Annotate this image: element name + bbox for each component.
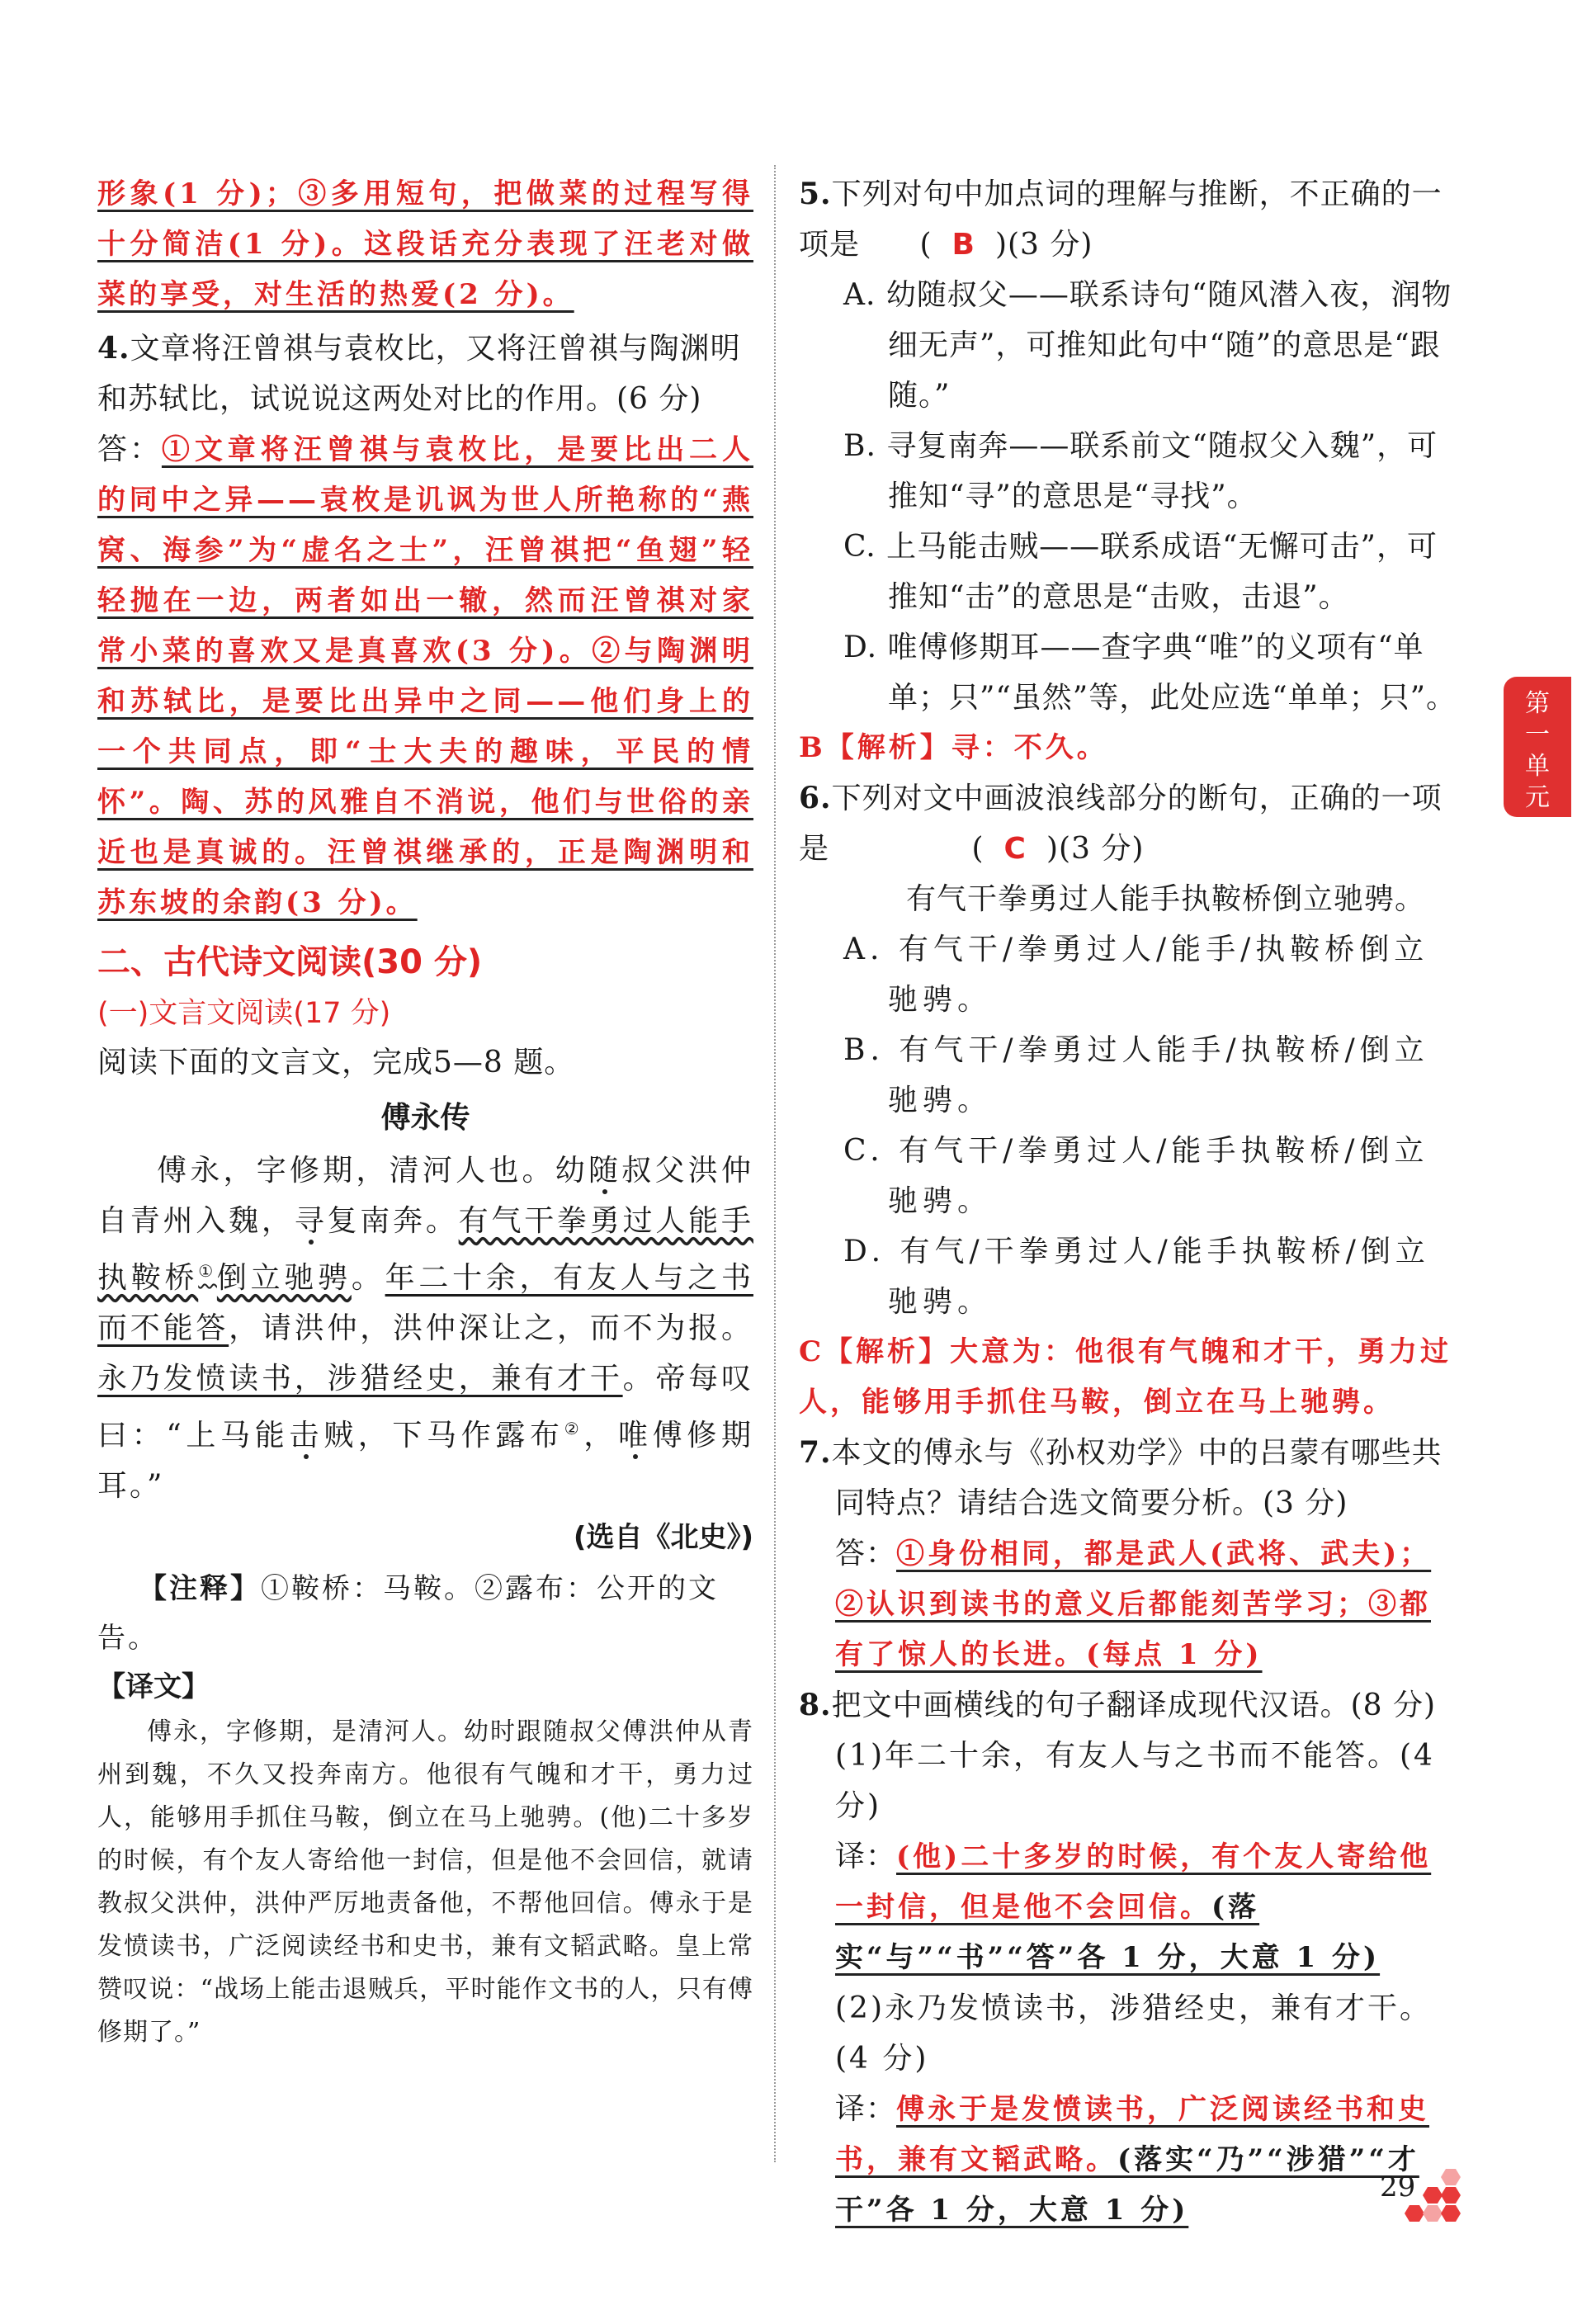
passage-part-3: 复南奔。	[327, 1204, 459, 1238]
q8-sub1-scoring: (落实“与”“书”“答”各 1 分，大意 1 分)	[835, 1891, 1381, 1974]
q4-text: 文章将汪曾祺与袁枚比，又将汪曾祺与陶渊明和苏轼比，试说说这两处对比的作用。(6 分)	[97, 332, 741, 416]
dotted-word-xun: 寻	[294, 1204, 328, 1238]
q5-answer: B	[951, 228, 975, 262]
q6-explanation: C【解析】大意为：他很有气魄和才干，勇力过人，能够用手抓住马鞍，倒立在马上驰骋。	[799, 1335, 1452, 1419]
q6-option-d: D. 有气/干拳勇过人/能手执鞍桥/倒立驰骋。	[843, 1235, 1430, 1319]
passage-part-2: 叔父洪仲自青州入魏，	[97, 1154, 753, 1238]
q5-number: 5.	[799, 177, 832, 211]
q8-sub1-answer-text: (他)二十多岁的时候，有个友人寄给他一封信，但是他不会回信。	[835, 1840, 1432, 1924]
dotted-word-wei: 唯	[617, 1419, 653, 1452]
annotation	[97, 1564, 753, 1663]
q8-sub2-answer	[799, 2084, 1459, 2236]
passage-part-6: 。帝每叹曰：“上马能	[97, 1362, 753, 1452]
unit-side-tab	[1504, 677, 1571, 817]
q7-question	[799, 1428, 1459, 1528]
q7-text: 本文的傅永与《孙权劝学》中的吕蒙有哪些共同特点？请结合选文简要分析。(3 分)	[831, 1436, 1443, 1520]
passage-part-4: 。	[351, 1261, 385, 1295]
subsection-title: (一)文言文阅读(17 分)	[97, 997, 391, 1030]
page-number: 29	[1380, 2170, 1416, 2204]
q6-option-b: B. 有气干/拳勇过人能手/执鞍桥/倒立驰骋。	[843, 1033, 1429, 1117]
underlined-sentence-2: 永乃发愤读书，涉猎经史，兼有才干	[97, 1362, 623, 1396]
unit-side-tab-label: 第一单元	[1525, 689, 1550, 812]
q8-sub1-answer	[799, 1831, 1459, 1983]
q6-answer: C	[1003, 832, 1027, 866]
passage-part-9: 傅修期耳。”	[97, 1419, 753, 1503]
q5-question: 5.下列对句中加点词的理解与推断，不正确的一项是 ( B )(3 分)	[799, 177, 1443, 262]
q5-text: 下列对句中加点词的理解与推断，不正确的一项是	[799, 177, 1443, 262]
column-divider	[774, 165, 776, 2162]
passage-part-5: ，请洪仲，洪仲深让之，而不为报。	[229, 1311, 753, 1345]
dotted-word-ji: 击	[289, 1419, 324, 1452]
q7-answer-label: 答：	[835, 1537, 897, 1571]
passage-title: 傅永传	[380, 1101, 470, 1135]
q5-option-a: A. 幼随叔父——联系诗句“随风潜入夜，润物细无声”，可推知此句中“随”的意思是“跟随。”	[843, 278, 1452, 413]
q7-answer	[799, 1528, 1459, 1680]
q8-sub2: (2)永乃发愤读书，涉猎经史，兼有才干。(4 分)	[835, 1991, 1432, 2076]
passage-part-1: 傅永，字修期，清河人也。幼	[157, 1154, 589, 1188]
q4-question	[97, 324, 753, 424]
underlined-sentence-1: 年二十余，有友人与之书而不能答	[97, 1261, 753, 1345]
q6-score: (3 分)	[1058, 832, 1145, 866]
q8-question	[799, 1680, 1459, 1731]
q5-score: (3 分)	[1008, 228, 1093, 262]
translation-label: 【译文】	[97, 1670, 210, 1703]
q7-answer-text: ①身份相同，都是武人(武将、武夫)；②认识到读书的意义后都能刻苦学习；③都有了惊人的长进。(每点 1 分)	[835, 1538, 1432, 1671]
q6-option-a: A. 有气干/拳勇过人/能手/执鞍桥倒立驰骋。	[843, 933, 1429, 1017]
q8-text: 把文中画横线的句子翻译成现代汉语。(8 分)	[831, 1689, 1437, 1722]
q4-answer	[97, 424, 753, 928]
section-title: 二、古代诗文阅读(30 分)	[97, 943, 483, 981]
wavy-underlined-sentence: 有气干拳勇过人能手执鞍桥	[97, 1204, 753, 1295]
q6-question: 6.下列对文中画波浪线部分的断句，正确的一项是 ( C )(3 分)	[799, 781, 1443, 866]
wavy-underlined-sentence-end: 倒立驰骋	[216, 1261, 352, 1295]
q8-sub2-scoring: (落实“乃”“涉猎”“才干”各 1 分，大意 1 分)	[835, 2143, 1419, 2227]
q3-answer-continued: 形象(1 分)；③多用短句，把做菜的过程写得十分简洁(1 分)。这段话充分表现了汪老对做菜的享受，对生活的热爱(2 分)。	[97, 177, 753, 311]
q7-number: 7.	[799, 1435, 832, 1470]
translation-text: 傅永，字修期，是清河人。幼时跟随叔父傅洪仲从青州到魏，不久又投奔南方。他很有气魄和才干，勇力过人，能够用手抓住马鞍，倒立在马上驰骋。(他)二十多岁的时候，有个友人寄给他一封信，但是他不会回信，就请教叔父洪仲，洪仲严厉地责备他，不帮他回信。傅永于是发愤读书，广泛阅读经书和史书，兼有文韬武略。皇上常赞叹说：“战场上能击退贼兵，平时能作文书的人，只有傅修期了。”	[97, 1717, 753, 2047]
q8-sub2-answer-text: 傅永于是发愤读书，广泛阅读经书和史书，兼有文韬武略。	[835, 2093, 1430, 2176]
q5-explanation: B【解析】寻：不久。	[799, 731, 1108, 764]
reading-instruction: 阅读下面的文言文，完成5—8 题。	[97, 1046, 575, 1079]
left-column	[97, 169, 753, 2054]
annotation-label: 【注释】	[139, 1572, 261, 1605]
note-marker-2: ②	[564, 1419, 584, 1438]
passage-text	[97, 1145, 753, 1511]
passage-part-7: 贼，下马作露布	[323, 1419, 564, 1452]
q6-option-c: C. 有气干/拳勇过人/能手执鞍桥/倒立驰骋。	[843, 1134, 1429, 1218]
right-column	[799, 169, 1459, 2236]
q4-number: 4.	[97, 331, 130, 366]
q5-option-d: D. 唯傅修期耳——查字典“唯”的义项有“单单；只”“虽然”等，此处应选“单单；只”。	[843, 631, 1457, 715]
q6-text: 下列对文中画波浪线部分的断句，正确的一项是	[799, 782, 1443, 866]
passage-part-8: ，	[583, 1419, 618, 1452]
hexagon-decoration-icon	[1395, 2162, 1477, 2245]
q8-sub2-label: 译：	[835, 2092, 897, 2126]
dotted-word-sui: 随	[588, 1154, 622, 1188]
q6-number: 6.	[799, 781, 832, 815]
q4-answer-label: 答：	[97, 432, 162, 466]
q4-answer-text: ①文章将汪曾祺与袁枚比，是要比出二人的同中之异——袁枚是讥讽为世人所艳称的“燕窝、海参”为“虚名之士”，汪曾祺把“鱼翅”轻轻抛在一边，两者如出一辙，然而汪曾祺对家常小菜的喜欢又是真喜欢(3 分)。②与陶渊明和苏轼比，是要比出异中之同——他们身上的一个共同点，即“士大夫的趣味，平民的情怀”。陶、苏的风雅自不消说，他们与世俗的亲近也是真诚的。汪曾祺继承的，正是陶渊明和苏东坡的余韵(3 分)。	[97, 433, 753, 919]
q5-option-c: C. 上马能击贼——联系成语“无懈可击”，可推知“击”的意思是“击败，击退”。	[843, 530, 1438, 614]
passage-source: (选自《北史》)	[573, 1521, 753, 1554]
q6-sentence: 有气干拳勇过人能手执鞍桥倒立驰骋。	[906, 882, 1426, 916]
q5-option-b: B. 寻复南奔——联系前文“随叔父入魏”，可推知“寻”的意思是“寻找”。	[843, 429, 1438, 513]
note-marker-1: ①	[198, 1261, 217, 1281]
q8-number: 8.	[799, 1688, 832, 1722]
annotation-text: ①鞍桥：马鞍。②露布：公开的文告。	[97, 1572, 719, 1655]
q8-sub1: (1)年二十余，有友人与之书而不能答。(4 分)	[835, 1739, 1435, 1823]
q8-sub1-label: 译：	[835, 1840, 897, 1873]
